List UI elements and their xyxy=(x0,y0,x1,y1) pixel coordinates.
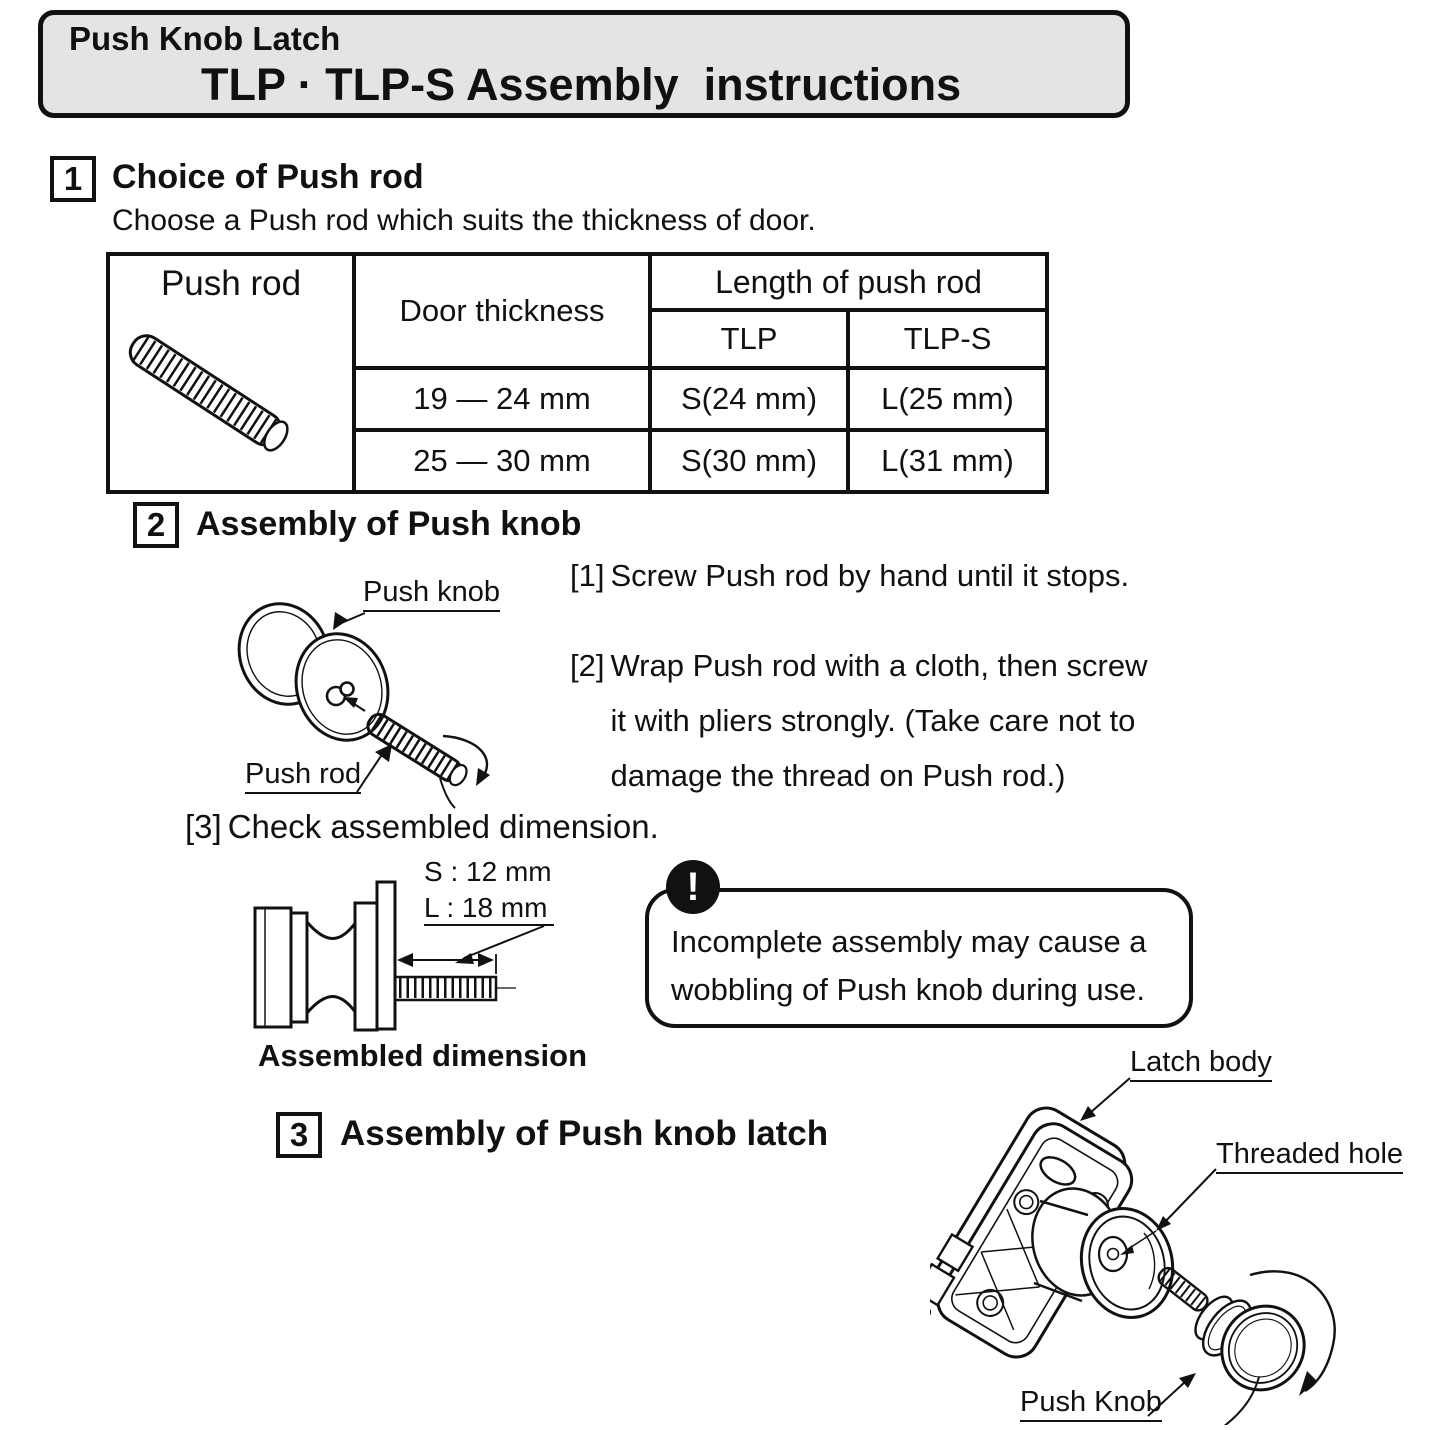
push-knob-final-label: Push Knob xyxy=(1020,1386,1162,1422)
door-thickness-value: 19 — 24 mm xyxy=(354,368,650,430)
document-title: TLP · TLP-S Assembly instructions xyxy=(201,59,962,110)
tlps-value: L(31 mm) xyxy=(848,430,1047,492)
warning-line: Incomplete assembly may cause a xyxy=(671,924,1147,959)
exclamation-icon xyxy=(666,860,720,914)
step-3-marker: [3] xyxy=(185,808,222,845)
section-1-heading: Choice of Push rod xyxy=(112,158,424,196)
product-name: Push Knob Latch xyxy=(69,20,341,57)
threaded-hole-label: Threaded hole xyxy=(1216,1138,1403,1174)
assembled-dimension-diagram xyxy=(250,880,710,1045)
section-2-number xyxy=(133,502,179,548)
latch-assembly-diagram xyxy=(930,1075,1445,1425)
push-rod-label: Push rod xyxy=(245,758,361,794)
length-header: Length of push rod xyxy=(650,254,1047,310)
warning-line: wobbling of Push knob during use. xyxy=(671,972,1145,1007)
title-banner xyxy=(38,10,1130,118)
step-2-text xyxy=(610,638,1147,803)
step-2-line: damage the thread on Push rod.) xyxy=(610,758,1066,793)
section-3-heading: Assembly of Push knob latch xyxy=(340,1114,829,1153)
dimension-s-label: S : 12 mm xyxy=(424,856,552,887)
section-1-subtitle: Choose a Push rod which suits the thickness of door. xyxy=(112,204,816,237)
door-thickness-header: Door thickness xyxy=(354,254,650,368)
push-rod-cell xyxy=(108,254,354,492)
tlp-value: S(30 mm) xyxy=(650,430,848,492)
step-2 xyxy=(570,638,1147,803)
tlp-column-header: TLP xyxy=(650,310,848,368)
section-2-heading: Assembly of Push knob xyxy=(196,505,582,543)
push-knob-label: Push knob xyxy=(363,576,500,612)
assembled-dimension-caption: Assembled dimension xyxy=(258,1038,588,1073)
section-1-number xyxy=(50,156,96,202)
tlps-value: L(25 mm) xyxy=(848,368,1047,430)
tlps-column-header: TLP-S xyxy=(848,310,1047,368)
warning-text xyxy=(671,918,1147,1014)
step-2-line: it with pliers strongly. (Take care not to xyxy=(610,703,1136,738)
section-1-number-label: 1 xyxy=(63,160,83,197)
step-1-text: Screw Push rod by hand until it stops. xyxy=(610,558,1130,593)
step-2-marker: [2] xyxy=(570,648,605,683)
warning-box xyxy=(645,888,1193,1028)
step-3 xyxy=(185,808,659,846)
step-1 xyxy=(570,558,1129,594)
section-3-number-label: 3 xyxy=(289,1116,309,1153)
threaded-rod-icon xyxy=(110,304,335,464)
push-rod-column-header: Push rod xyxy=(160,264,302,303)
section-3-number xyxy=(276,1112,322,1158)
step-1-marker: [1] xyxy=(570,558,605,593)
push-rod-spec-table xyxy=(106,252,1049,494)
section-2-number-label: 2 xyxy=(146,506,166,543)
dimension-l-label: L : 18 mm xyxy=(424,892,554,926)
push-knob-assembly-diagram xyxy=(215,580,515,825)
tlp-value: S(24 mm) xyxy=(650,368,848,430)
step-2-line: Wrap Push rod with a cloth, then screw xyxy=(610,648,1148,683)
latch-body-label: Latch body xyxy=(1130,1046,1272,1082)
step-3-text: Check assembled dimension. xyxy=(227,808,659,845)
door-thickness-value: 25 — 30 mm xyxy=(354,430,650,492)
exclamation-mark: ! xyxy=(686,865,700,909)
